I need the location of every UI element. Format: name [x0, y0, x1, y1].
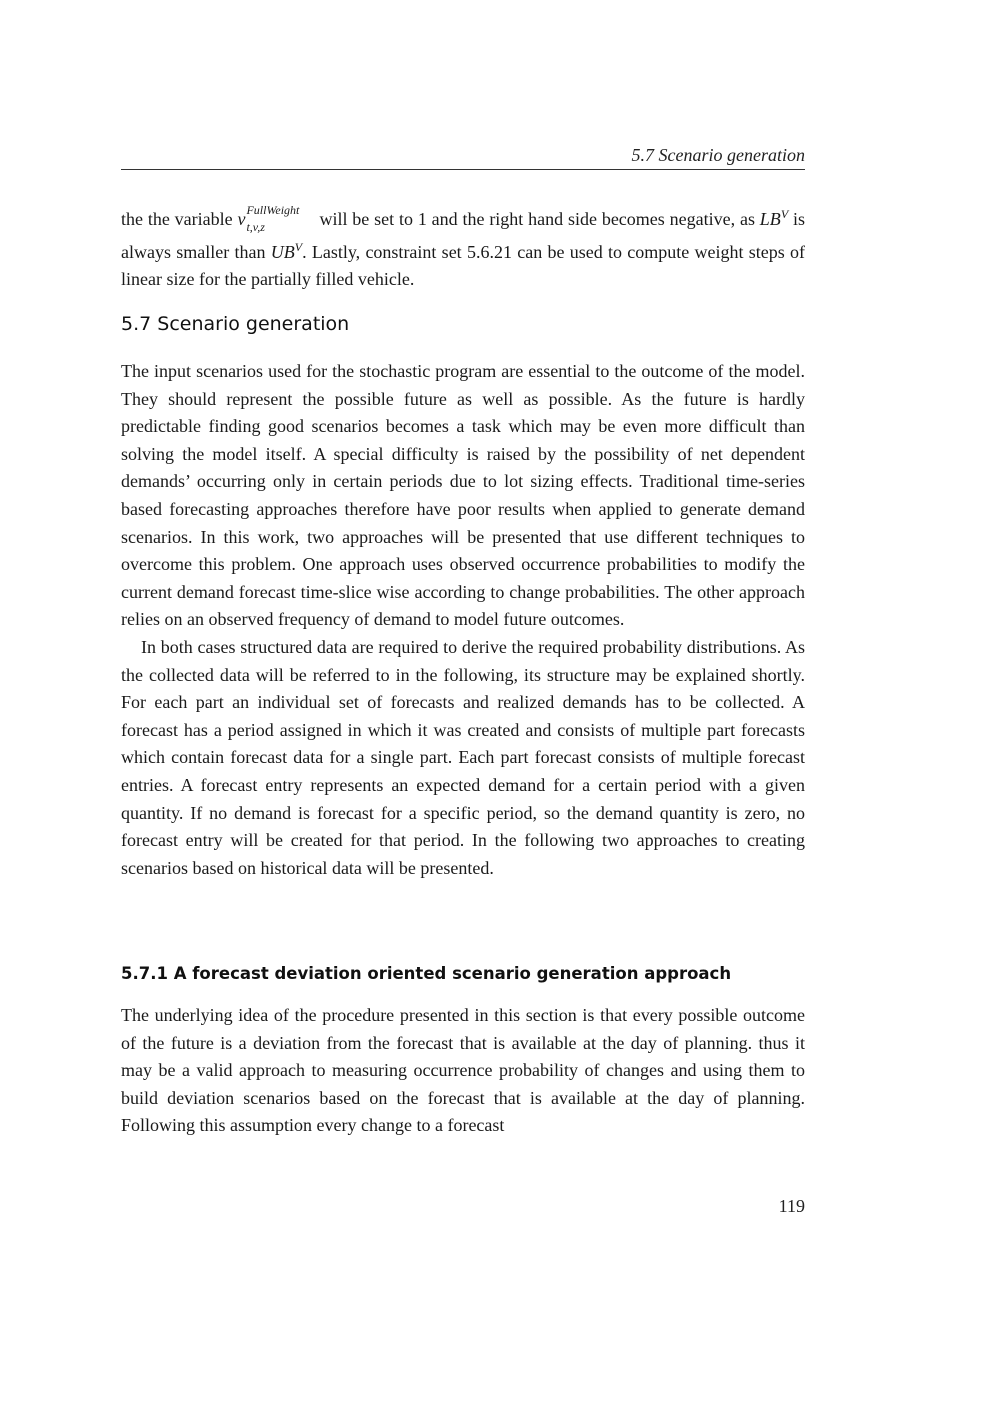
math-lb: $LB^V$	[759, 207, 789, 229]
section-title: 5.7 Scenario generation	[121, 313, 350, 335]
intro-paragraph	[121, 201, 805, 294]
section-paragraph-2: In both cases structured data are required to derive the required probability distributions. As the collected data will be referred to in the following, its structure may be explained shortly. For each part an individual set of forecasts and realized demands has to be collected. A forecast has a period assigned in which it was created and consists of multiple part forecasts which contain forecast data for a single part. Each part forecast consists of multiple forecast entries. A forecast entry represents an expected demand for a certain period with a given quantity. If no demand is forecast for a specific period, so the demand quantity is zero, no forecast entry will be created for that period. In the following two approaches to creating scenarios based on historical data will be presented.	[121, 636, 805, 878]
intro-text-mid: is always smaller than	[121, 209, 806, 262]
math-variable-v: v FullWeight t,v,z	[237, 206, 245, 234]
intro-text-start: the the variable	[121, 209, 238, 229]
math-subscript: t,v,z	[246, 220, 265, 234]
subsection-paragraph-1: The underlying idea of the procedure presented in this section is that every possible outcome of the future is a deviation from the forecast that is available at the day of planning. thus it may be a valid approach to measuring occurrence probability of changes and using them to build deviation scenarios based on the forecast that is available at the day of planning. Following this assumption every change to a forecast	[121, 1005, 805, 1136]
intro-text-as: as	[739, 209, 760, 229]
math-ub: $UB^V$	[270, 239, 303, 262]
subsection-title: 5.7.1 A forecast deviation oriented scenario generation approach	[121, 964, 732, 983]
intro-text-after-variable: will be set to 1 and the right hand side becomes negative,	[319, 209, 736, 229]
page-number: 119	[778, 1196, 805, 1216]
running-header: 5.7 Scenario generation	[631, 145, 805, 165]
section-body	[121, 358, 805, 882]
subsection-body	[121, 1002, 805, 1140]
intro-text-rest: . Lastly, constraint set 5.6.21 can be used to compute weight steps of linear size for the partially filled vehicle.	[121, 241, 805, 290]
header-rule	[121, 169, 805, 170]
math-superscript: FullWeight	[246, 203, 300, 217]
section-paragraph-1: The input scenarios used for the stochastic program are essential to the outcome of the model. They should represent the possible future as well as possible. As the future is hardly predictable finding good scenarios becomes a task which may be even more difficult than solving the model itself. A special difficulty is raised by the possibility of net dependent demands’ occurring only in certain periods due to lot sizing effects. Traditional time-series based forecasting approaches therefore have poor results when applied to generate demand scenarios. In this work, two approaches will be presented that use different techniques to overcome this problem. One approach uses observed occurrence probabilities to modify the current demand forecast time-slice wise according to change probabilities. The other approach relies on an observed frequency of demand to model future outcomes.	[121, 361, 805, 630]
